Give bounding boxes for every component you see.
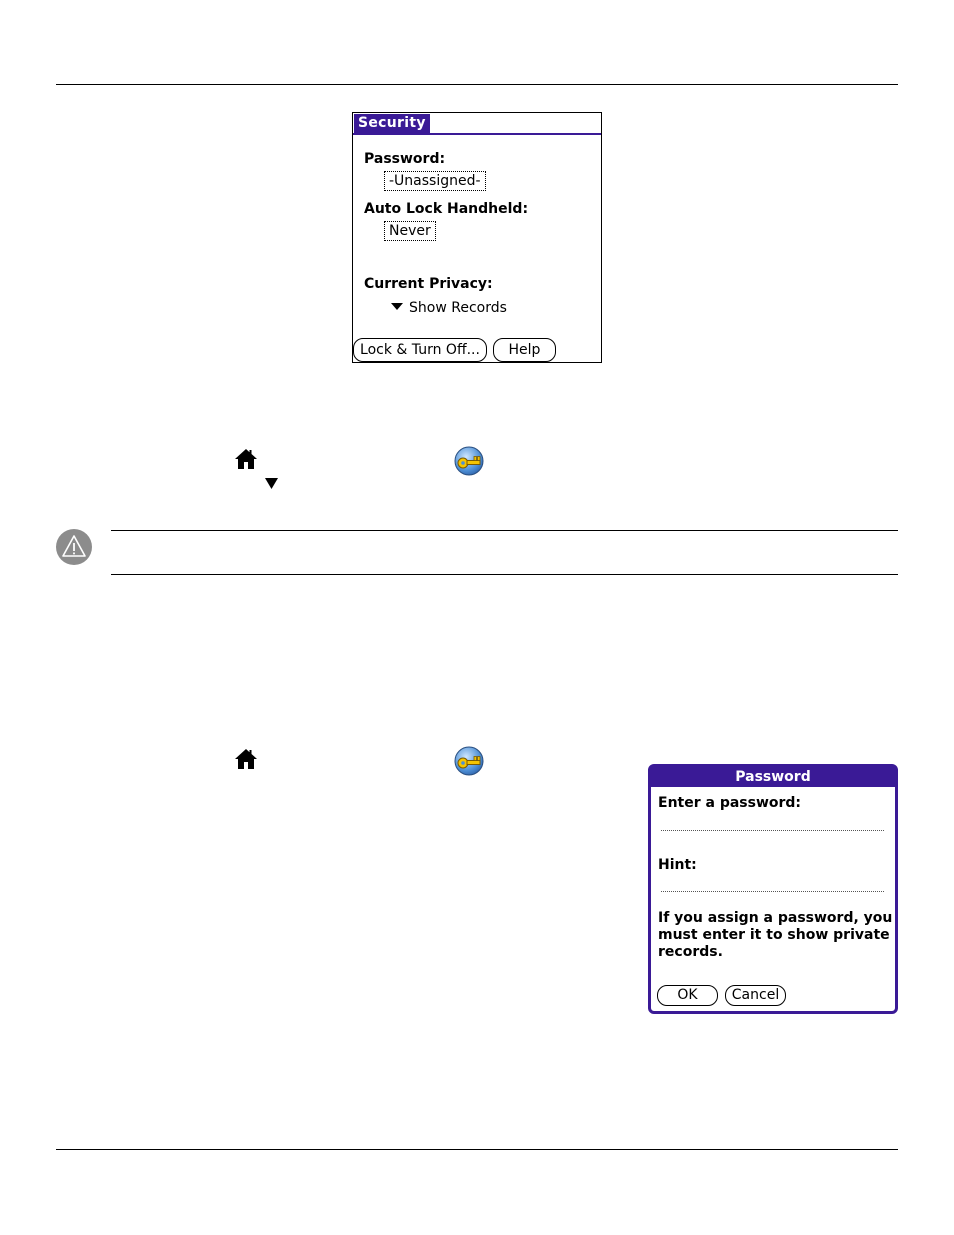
cancel-button[interactable]: Cancel [725, 985, 786, 1006]
password-selector[interactable]: -Unassigned- [384, 171, 486, 191]
key-icon [454, 746, 484, 776]
key-icon [454, 446, 484, 476]
privacy-value: Show Records [409, 300, 507, 316]
warning-icon [55, 528, 93, 566]
hint-input[interactable] [661, 891, 884, 892]
password-dialog [648, 764, 898, 1014]
autolock-selector[interactable]: Never [384, 221, 436, 241]
password-label: Password: [364, 151, 446, 167]
lock-turn-off-button[interactable]: Lock & Turn Off... [353, 338, 487, 362]
password-dialog-title: Password [651, 767, 895, 787]
triangle-down-icon [265, 478, 278, 489]
privacy-label: Current Privacy: [364, 276, 493, 292]
security-title: Security [354, 114, 430, 133]
note-rule-top [111, 530, 898, 531]
triangle-down-icon [391, 303, 403, 310]
privacy-popup-trigger[interactable] [391, 300, 507, 316]
enter-password-label: Enter a password: [658, 795, 802, 811]
autolock-label: Auto Lock Handheld: [364, 201, 529, 217]
help-button[interactable]: Help [493, 338, 556, 362]
password-input[interactable] [661, 830, 884, 831]
bottom-rule [56, 1149, 898, 1150]
ok-button[interactable]: OK [657, 985, 718, 1006]
password-message: If you assign a password, you must enter it to show private records. [658, 910, 893, 960]
hint-label: Hint: [658, 857, 697, 873]
security-titlebar [353, 113, 601, 135]
note-rule-bottom [111, 574, 898, 575]
security-screen [352, 112, 602, 363]
home-icon [234, 448, 258, 470]
top-rule [56, 84, 898, 85]
home-icon [234, 748, 258, 770]
